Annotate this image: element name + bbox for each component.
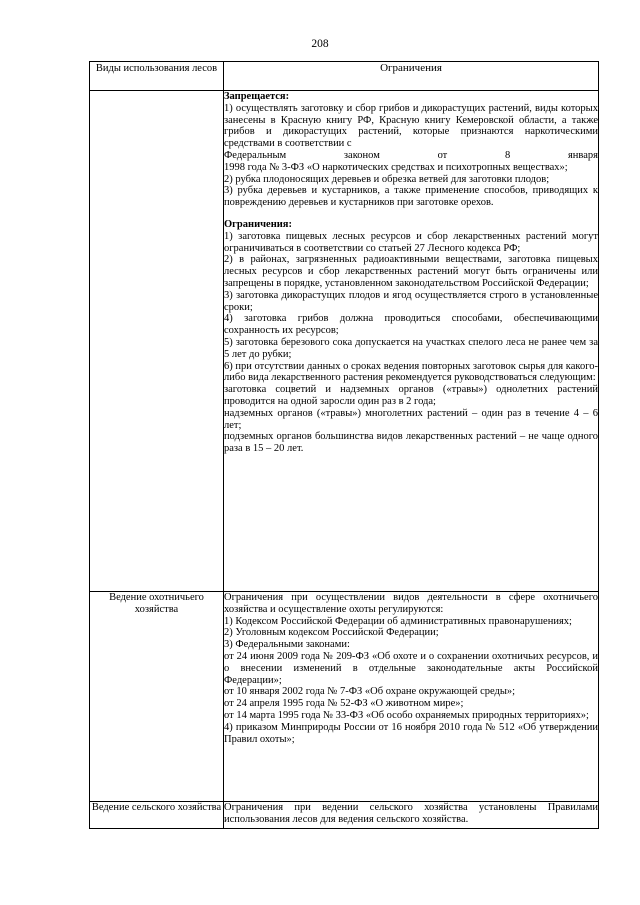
paragraph: Ограничения при осуществлении видов деятельности в сфере охотничьего хозяйства и осуществление охоты регулируются: bbox=[224, 592, 598, 615]
paragraph: надземных органов («травы») многолетних растений – один раз в течение 4 – 6 лет; bbox=[224, 407, 598, 431]
table-header-row bbox=[90, 62, 599, 91]
paragraph: 1998 года № 3-ФЗ «О наркотических средствах и психотропных веществах»; bbox=[224, 161, 568, 173]
paragraph: от 24 апреля 1995 года № 52-ФЗ «О животном мире»; bbox=[224, 698, 464, 710]
paragraph: Федеральным законом от 8 января bbox=[224, 149, 598, 161]
paragraph: 6) при отсутствии данных о сроках ведения повторных заготовок сырья для какого-либо вида лекарственного растения рекомендуется руководствоваться следующим: bbox=[224, 360, 598, 384]
row-content bbox=[224, 91, 599, 592]
row-content bbox=[224, 592, 599, 802]
paragraph: 3) Федеральными законами: bbox=[224, 639, 350, 651]
restrictions-table bbox=[89, 61, 599, 829]
header-forest-use-types: Виды использования лесов bbox=[90, 62, 224, 91]
paragraph: заготовка соцветий и надземных органов («травы») однолетних растений проводится на одной заросли один раз в 2 года; bbox=[224, 384, 598, 407]
paragraph: от 24 июня 2009 года № 209-ФЗ «Об охоте и о сохранении охотничьих ресурсов, и о внесении изменений в отдельные законодательные акты Российской Федерации»; bbox=[224, 650, 598, 686]
paragraph-gap bbox=[224, 209, 598, 219]
paragraph: Ограничения при ведении сельского хозяйства установлены Правилами использования лесов для ведения сельского хозяйства. bbox=[224, 802, 598, 825]
paragraph: 2) в районах, загрязненных радиоактивными веществами, заготовка пищевых лесных ресурсов и сбор лекарственных растений могут быть ограничены или запрещены в порядке, установленном законодательством Российской Федерации; bbox=[224, 254, 598, 289]
row-label: Ведение охотничьего хозяйства bbox=[90, 592, 224, 802]
row-content bbox=[224, 802, 599, 829]
paragraph: 1) осуществлять заготовку и сбор грибов и дикорастущих растений, виды которых занесены в Красную книгу РФ, Красную книгу Кемеровской области, а также грибов и дикорастущих растений, которые признаются наркотическими средствами в соответствии с bbox=[224, 102, 598, 150]
row-label: Ведение сельского хозяйства bbox=[90, 802, 224, 829]
paragraph: 1) Кодексом Российской Федерации об административных правонарушениях; bbox=[224, 615, 572, 627]
paragraph: подземных органов большинства видов лекарственных растений – не чаще одного раза в 15 – 20 лет. bbox=[224, 431, 598, 455]
table-row bbox=[90, 802, 599, 829]
paragraph: 3) заготовка дикорастущих плодов и ягод осуществляется строго в установленные сроки; bbox=[224, 289, 598, 313]
header-restrictions: Ограничения bbox=[224, 62, 599, 91]
page-number: 208 bbox=[311, 38, 329, 50]
paragraph: 5) заготовка березового сока допускается на участках спелого леса не ранее чем за 5 лет до рубки; bbox=[224, 336, 598, 360]
paragraph: от 14 марта 1995 года № 33-ФЗ «Об особо охраняемых природных территориях»; bbox=[224, 709, 589, 721]
section-heading: Ограничения: bbox=[224, 218, 292, 230]
table-row bbox=[90, 91, 599, 592]
section-heading: Запрещается: bbox=[224, 91, 290, 102]
paragraph: от 10 января 2002 года № 7-ФЗ «Об охране окружающей среды»; bbox=[224, 686, 516, 698]
paragraph: 1) заготовка пищевых лесных ресурсов и сбор лекарственных растений могут ограничиваться в соответствии со статьей 27 Лесного кодекса РФ; bbox=[224, 230, 598, 254]
paragraph: 2) Уголовным кодексом Российской Федерации; bbox=[224, 627, 439, 639]
paragraph: 3) рубка деревьев и кустарников, а также применение способов, приводящих к повреждению деревьев и кустарников при заготовке орехов. bbox=[224, 185, 598, 209]
paragraph: 4) заготовка грибов должна проводиться способами, обеспечивающими сохранность их ресурсов; bbox=[224, 313, 598, 337]
paragraph: 2) рубка плодоносящих деревьев и обрезка ветвей для заготовки плодов; bbox=[224, 173, 550, 185]
row-label bbox=[90, 91, 224, 592]
paragraph: 4) приказом Минприроды России от 16 ноября 2010 года № 512 «Об утверждении Правил охоты»; bbox=[224, 721, 598, 745]
table-row bbox=[90, 592, 599, 802]
